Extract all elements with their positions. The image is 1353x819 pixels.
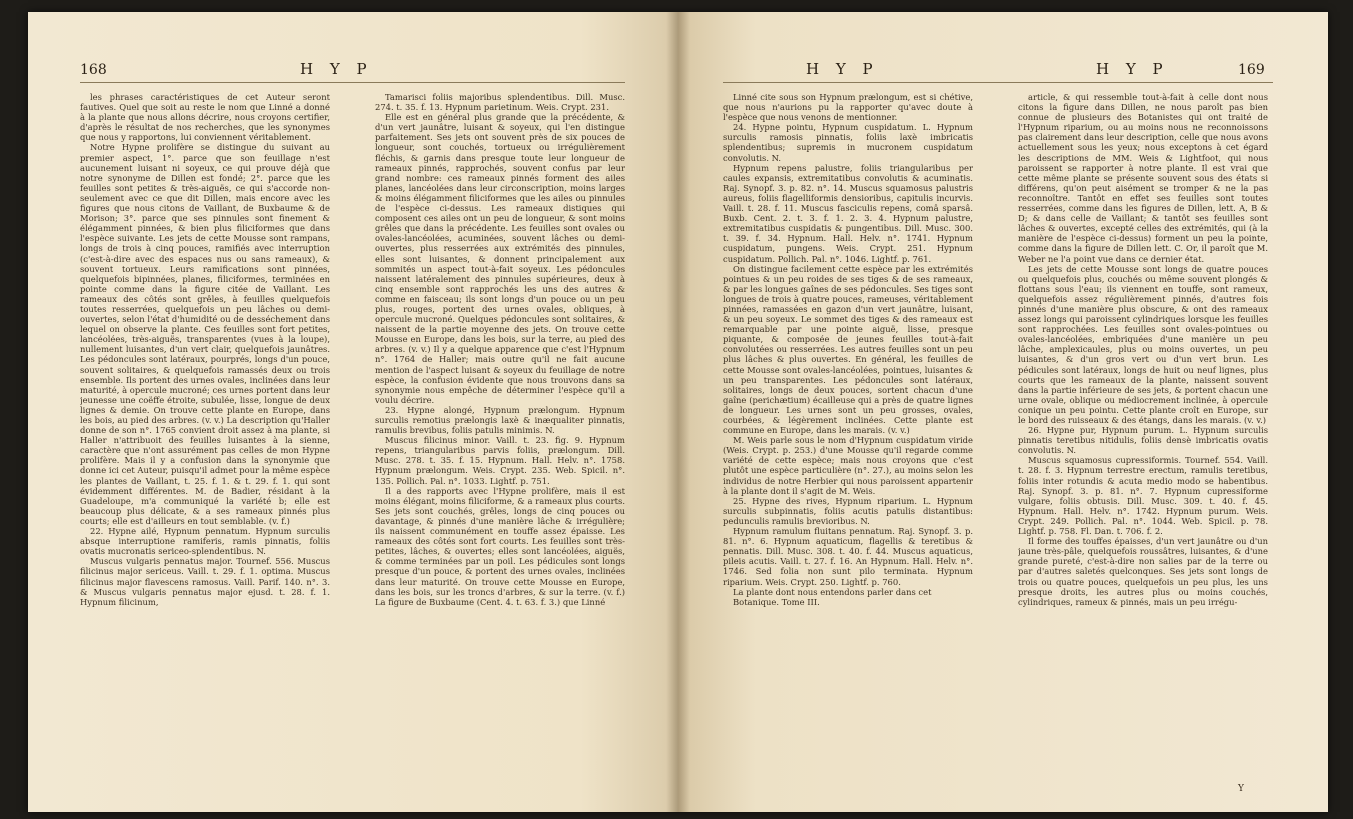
paragraph: 24. Hypne pointu, Hypnum cuspidatum. L. Hypnum surculis ramosis pinnatis, foliis laxè imbricatis splendentibus; supremis in mucronem cuspidatum convolutis. N. xyxy=(723,122,973,163)
book-spread xyxy=(28,12,1328,812)
paragraph: Notre Hypne prolifère se distingue du suivant au premier aspect, 1°. parce que son feuillage n'est aucunement luisant ni soyeux, ce qui prouve déjà que notre synonyme de Dillen est fondé; 2°. parce que les feuilles sont petites & très-aiguës, ce qui s'accorde non-seulement avec ce que dit Dillen, mais encore avec les figures que nous citons de Vaillant, de Buxbaume & de Morison; 3°. parce que ses pinnules sont finement & élégamment pinnées, & bien plus filiciformes que dans l'espèce suivante. Les jets de cette Mousse sont rampans, longs de trois à cinq pouces, ramifiés avec interruption (c'est-à-dire avec des espaces nus ou sans rameaux), & souvent tortueux. Leurs ramifications sont pinnées, quelquefois bipinnées, planes, filiciformes, terminées en pointe comme dans la figure citée de Vaillant. Les rameaux des côtés sont grêles, à feuilles quelquefois toutes resserrées, quelquefois un peu lâches ou demi-ouvertes, selon l'état d'humidité ou de desséchement dans lequel on observe la plante. Ces feuilles sont fort petites, lancéolées, très-aiguës, transparentes (vues à la loupe), nullement luisantes, d'un vert clair, quelquefois jaunâtres. Les pédoncules sont latéraux, pourprés, longs d'un pouce, souvent solitaires, & quelquefois ramassés deux ou trois ensemble. Ils portent des urnes ovales, inclinées dans leur maturité, à opercule mucroné; ces urnes portent dans leur jeunesse une coëffe étroite, subulée, lisse, longue de deux lignes & demie. On trouve cette plante en Europe, dans les bois, au pied des arbres. (v. v.) La description qu'Haller donne de son n°. 1765 convient droit assez à ma plante, si Haller n'attribuoit des feuilles luisantes à la sienne, caractère que n'ont assurément pas celles de mon Hypne prolifère. Mais il y a confusion dans la synonymie que donne ici cet Auteur, puisqu'il admet pour la même espèce les plantes de Vaillant, t. 25. f. 1. & t. 29. f. 1. qui sont évidemment différentes. M. de Badier, résidant à la Guadeloupe, m'a communiqué la variété b; elle est beaucoup plus délicate, & a ses rameaux pinnés plus courts; elle est d'ailleurs en tout semblable. (v. f.) xyxy=(80,142,330,526)
paragraph: Hypnum repens palustre, foliis triangularibus per caules expansis, extremitatibus convolutis & acuminatis. Raj. Synopf. 3. p. 82. n°. 14. Muscus squamosus palustris aureus, foliis flagelliformis densioribus, capitulis incurvis. Vaill. t. 28. f. 11. Muscus fasciculis repens, comâ sparsâ. Buxb. Cent. 2. t. 3. f. 1. 2. 3. 4. Hypnum palustre, extremitatibus cuspidatis & pungentibus. Dill. Musc. 300. t. 39. f. 34. Hypnum. Hall. Helv. n°. 1741. Hypnum cuspidatum, pungens. Weis. Crypt. 251. Hypnum cuspidatum. Pollich. Pal. n°. 1046. Lightf. p. 761. xyxy=(723,162,973,264)
left-column-2 xyxy=(375,92,625,782)
running-head-left: H Y P xyxy=(300,60,373,78)
paragraph: On distingue facilement cette espèce par les extrémités pointues & un peu roides de ses tiges & de ses rameaux, & par les longues gaînes de ses pédoncules. Ses tiges sont longues de trois à quatre pouces, rameuses, véritablement pinnées, ramassées en gazon d'un vert jaunâtre, luisant, & un peu soyeux. Le sommet des tiges & des rameaux est remarquable par une pointe aiguë, lisse, presque piquante, & composée de jeunes feuilles tout-à-fait convolutées ou resserrées. Les autres feuilles sont un peu plus lâches & plus ouvertes. En général, les feuilles de cette Mousse sont ovales-lancéolées, pointues, luisantes & un peu transparentes. Les pédoncules sont latéraux, solitaires, longs de deux pouces, sortent chacun d'une gaîne (perichætium) écailleuse qui a près de quatre lignes de longueur. Les urnes sont un peu grosses, ovales, courbées, & légèrement inclinées. Cette plante est commune en Europe, dans les marais. (v. v.) xyxy=(723,263,973,436)
paragraph: Il forme des touffes épaisses, d'un vert jaunâtre ou d'un jaune très-pâle, quelquefois roussâtres, luisantes, & d'une grande pureté, c'est-à-dire non salies par de la terre ou par d'autres saletés quelconques. Ses jets sont longs de trois ou quatre pouces, quelquefois un peu plus, les uns presque droits, les autres plus ou moins couchés, cylindriques, rameux & pinnés, mais un peu irrégu- xyxy=(1018,536,1268,607)
paragraph: M. Weis parle sous le nom d'Hypnum cuspidatum viride (Weis. Crypt. p. 253.) d'une Mousse qu'il regarde comme variété de cette espèce; mais nous croyons que c'est plutôt une espèce particulière (n°. 27.), au moins selon les individus de notre Herbier qui nous paroissent appartenir à la plante dont il s'agit de M. Weis. xyxy=(723,435,973,496)
page-number-right: 169 xyxy=(1238,62,1265,78)
left-column-1 xyxy=(80,92,330,782)
left-page xyxy=(28,12,678,812)
paragraph: 26. Hypne pur, Hypnum purum. L. Hypnum surculis pinnatis teretibus nitidulis, foliis densè imbricatis ovatis convolutis. N. xyxy=(1018,425,1268,456)
paragraph: Botanique. Tome III. xyxy=(733,596,820,607)
paragraph: 25. Hypne des rives, Hypnum riparium. L. Hypnum surculis subpinnatis, foliis acutis patulis distantibus: pedunculis ramulis brevioribus. N. xyxy=(723,495,973,526)
paragraph: Elle est en général plus grande que la précédente, & d'un vert jaunâtre, luisant & soyeux, qui l'en distingue parfaitement. Ses jets ont souvent près de six pouces de longueur, sont couchés, tortueux ou irrégulièrement fléchis, & garnis dans presque toute leur longueur de rameaux pinnés, rapprochés, souvent confus par leur grand nombre: ces rameaux pinnés forment des ailes planes, lancéolées dans leur circonscription, moins larges & moins élégamment filiciformes que les ailes ou pinnules de l'espèce ci-dessus. Les rameaux distiques qui composent ces ailes ont un peu de longueur, & sont moins grêles que dans la précédente. Les feuilles sont ovales ou ovales-lancéolées, acuminées, souvent lâches ou demi-ouvertes, plus resserrées aux extrémités des pinnules, elles sont luisantes, & donnent principalement aux sommités un aspect tout-à-fait soyeux. Les pédoncules naissent latéralement des pinnules supérieures, deux à cinq ensemble sont rapprochés les uns des autres & comme en faisceau; ils sont longs d'un pouce ou un peu plus, rouges, portent des urnes ovales, obliques, à opercule mucroné. Quelques pédoncules sont solitaires, & naissent de la partie moyenne des jets. On trouve cette Mousse en Europe, dans les bois, sur la terre, au pied des arbres. (v. v.) Il y a quelque apparence que c'est l'Hypnum n°. 1764 de Haller; mais outre qu'il ne fait aucune mention de l'aspect luisant & soyeux du feuillage de notre espèce, la confusion évidente que nous trouvons dans sa synonymie nous empêche de déterminer l'espèce qu'il a voulu décrire. xyxy=(375,112,625,405)
paragraph: Muscus filicinus minor. Vaill. t. 23. fig. 9. Hypnum repens, triangularibus parvis foliis, prælongum. Dill. Musc. 278. t. 35. f. 15. Hypnum. Hall. Helv. n°. 1758. Hypnum prælongum. Weis. Crypt. 235. Web. Spicil. n°. 135. Pollich. Pal. n°. 1033. Lightf. p. 751. xyxy=(375,435,625,486)
paragraph: article, & qui ressemble tout-à-fait à celle dont nous citons la figure dans Dillen, ne nous paroît pas bien connue de plusieurs des Botanistes qui ont traité de l'Hypnum riparium, ou au moins nous ne reconnoissons pas clairement dans leur description, celle que nous avons actuellement sous les yeux; nous exceptons à cet égard les descriptions de MM. Weis & Lightfoot, qui nous paroissent se rapporter à notre plante. Il est vrai que cette même plante se présente souvent sous des états si différens, qu'on peut aisément se tromper & ne la pas reconnoître. Tantôt en effet ses feuilles sont toutes resserrées, comme dans les figures de Dillen, lett. A, B & D; & dans celle de Vaillant; & tantôt ses feuilles sont lâches & ouvertes, excepté celles des extrémités, qui (à la manière de l'espèce ci-dessus) forment un peu la pointe, comme dans la figure de Dillen lett. C. Or, il paroît que M. Weber ne l'a point vue dans ce dernier état. xyxy=(1018,92,1268,264)
paragraph: Tamarisci foliis majoribus splendentibus. Dill. Musc. 274. t. 35. f. 13. Hypnum parietinum. Weis. Crypt. 231. xyxy=(375,92,625,113)
paragraph: les phrases caractéristiques de cet Auteur seront fautives. Quel que soit au reste le nom que Linné a donné à la plante que nous allons décrire, nous croyons certifier, d'après le résultat de nos recherches, que les synonymes que nous y rapportons, lui conviennent véritablement. xyxy=(80,92,330,143)
right-page xyxy=(678,12,1328,812)
paragraph: Il a des rapports avec l'Hypne prolifère, mais il est moins élégant, moins filiciforme, & a rameaux plus courts. Ses jets sont couchés, grêles, longs de cinq pouces ou davantage, & pinnés d'une manière lâche & irrégulière; ils naissent communément en touffe assez épaisse. Les rameaux des côtés sont fort courts. Les feuilles sont très-petites, lâches, & ouvertes; elles sont lancéolées, aiguës, & comme terminées par un poil. Les pédicules sont longs presque d'un pouce, & portent des urnes ovales, inclinées dans leur maturité. On trouve cette Mousse en Europe, dans les bois, sur les troncs d'arbres, & sur la terre. (v. f.) La figure de Buxbaume (Cent. 4. t. 63. f. 3.) que Linné xyxy=(375,485,625,607)
header-rule-left xyxy=(80,82,625,83)
paragraph: Muscus vulgaris pennatus major. Tournef. 556. Muscus filicinus major sericeus. Vaill. t. 29. f. 1. optima. Muscus filicinus major flavescens ramosus. Vaill. Parif. 140. n°. 3. & Muscus vulgaris pennatus major ejusd. t. 28. f. 1. Hypnum filicinum, xyxy=(80,556,330,607)
running-head-right-b: H Y P xyxy=(1096,60,1169,78)
header-rule-right xyxy=(723,82,1273,83)
page-number-left: 168 xyxy=(80,62,107,78)
right-column-1 xyxy=(723,92,973,782)
signature-mark: Y xyxy=(1238,784,1244,794)
paragraph: Linné cite sous son Hypnum prælongum, est si chétive, que nous n'aurions pu la rapporter qu'avec doute à l'espèce que nous venons de mentionner. xyxy=(723,92,973,123)
running-head-right-a: H Y P xyxy=(806,60,879,78)
paragraph: 22. Hypne ailé, Hypnum pennatum. Hypnum surculis absque interruptione ramiferis, ramis pinnatis, foliis ovatis mucronatis sericeo-splendentibus. N. xyxy=(80,526,330,557)
paragraph: Hypnum ramulum fluitans pennatum. Raj. Synopf. 3. p. 81. n°. 6. Hypnum aquaticum, flagellis & teretibus & pennatis. Dill. Musc. 308. t. 40. f. 44. Muscus aquaticus, pileis acutis. Vaill. t. 27. f. 16. An Hypnum. Hall. Helv. n°. 1746. Sed folia non sunt pilo terminata. Hypnum riparium. Weis. Crypt. 250. Lightf. p. 760. xyxy=(723,526,973,587)
paragraph: La plante dont nous entendons parler dans cet xyxy=(733,586,932,597)
right-column-2 xyxy=(1018,92,1268,782)
paragraph: Les jets de cette Mousse sont longs de quatre pouces ou quelquefois plus, couchés ou même souvent plongés & flottans sous l'eau; ils viennent en touffe, sont rameux, quelquefois assez régulièrement pinnés, d'autres fois pinnés d'une manière plus obscure, & ont des rameaux assez longs qui paroissent cylindriques lorsque les feuilles sont rapprochées. Les feuilles sont ovales-pointues ou ovales-lancéolées, embriquées d'une manière un peu lâche, amplexicaules, plus ou moins ouvertes, un peu luisantes, & d'un gros vert ou d'un vert brun. Les pédicules sont latéraux, longs de huit ou neuf lignes, plus courts que les rameaux de la plante, naissent souvent dans la partie inférieure de ses jets, & portent chacun une urne ovale, oblique ou médiocrement inclinée, à opercule conique un peu pointu. Cette plante croît en Europe, sur le bord des ruisseaux & des étangs, dans les marais. (v. v.) xyxy=(1018,263,1268,425)
paragraph: 23. Hypne alongé, Hypnum prælongum. Hypnum surculis remotius prælongis laxè & inæqualiter pinnatis, ramulis brevibus, foliis patulis minimis. N. xyxy=(375,404,625,436)
book-gutter xyxy=(666,12,690,812)
paragraph: Muscus squamosus cupressiformis. Tournef. 554. Vaill. t. 28. f. 3. Hypnum terrestre erectum, ramulis teretibus, foliis inter rotundis & acuta medio modo se habentibus. Raj. Synopf. 3. p. 81. n°. 7. Hypnum cupressiforme vulgare, foliis obtusis. Dill. Musc. 309. t. 40. f. 45. Hypnum. Hall. Helv. n°. 1742. Hypnum purum. Weis. Crypt. 249. Pollich. Pal. n°. 1044. Web. Spicil. p. 78. Lightf. p. 758. Fl. Dan. t. 706. f. 2. xyxy=(1018,455,1268,537)
